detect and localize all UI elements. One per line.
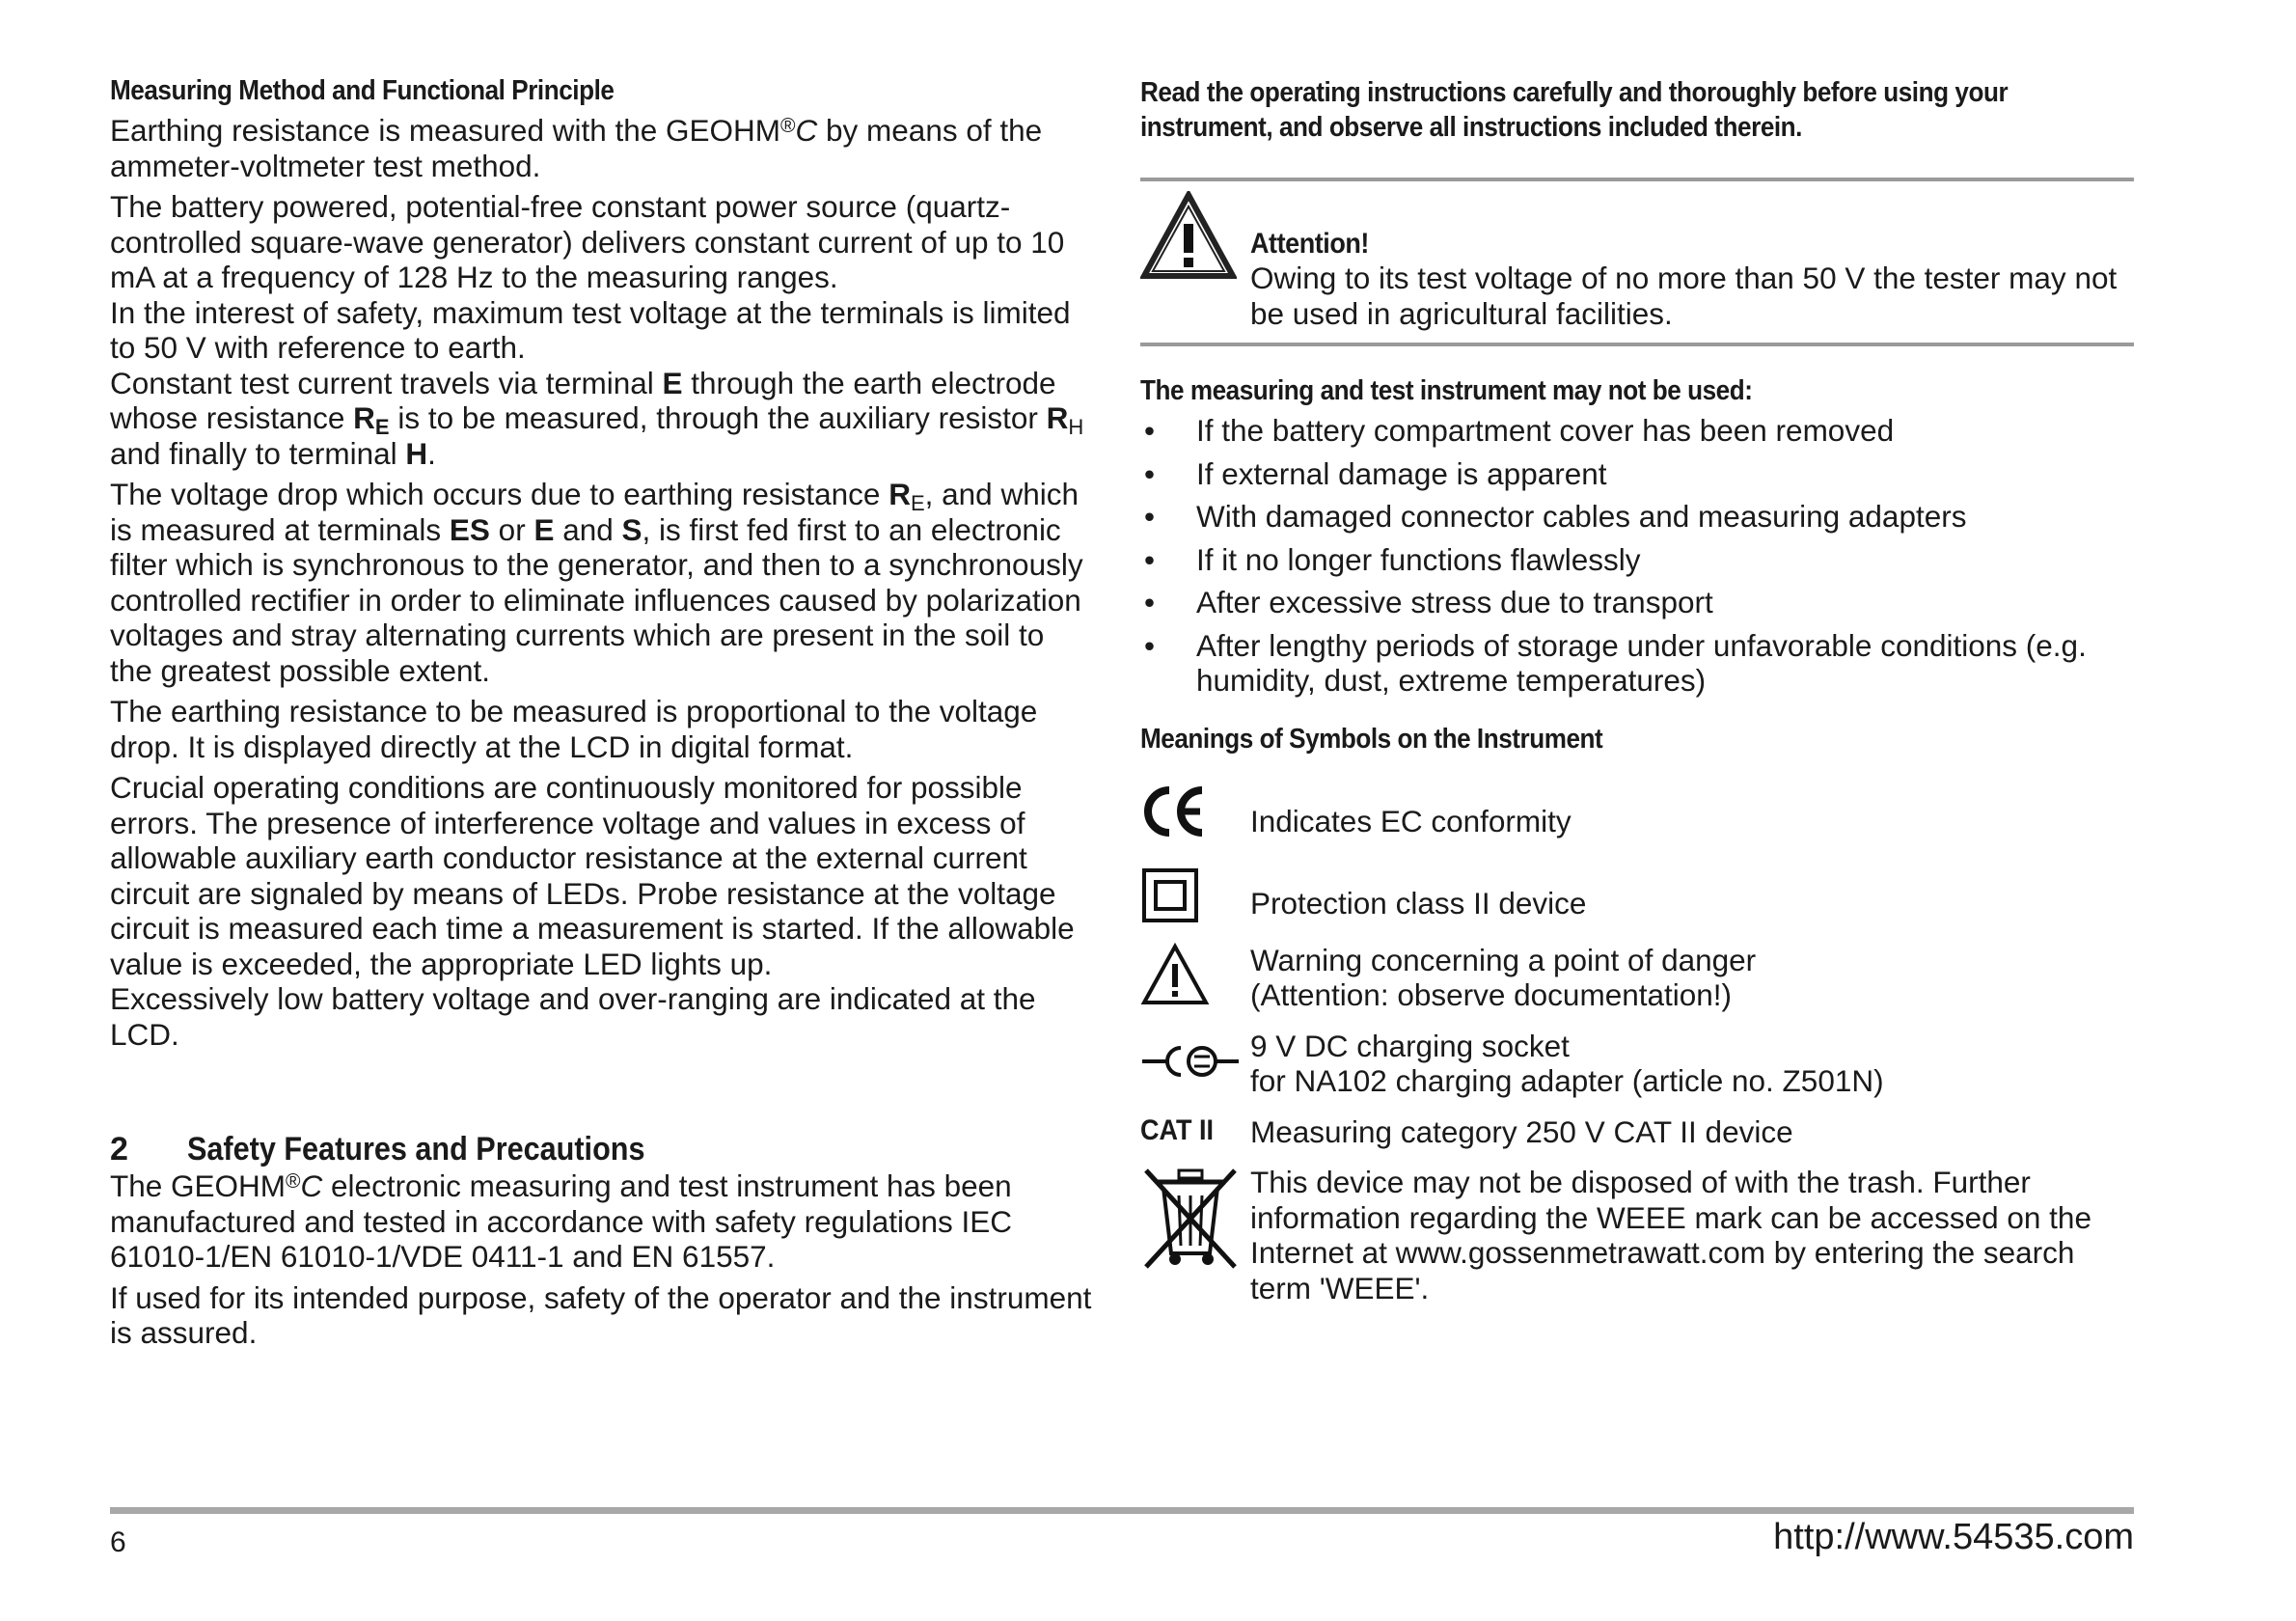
attention-box [1140, 181, 2134, 343]
paragraph-monitoring: Crucial operating conditions are continuously monitored for possible errors. The presence of interference voltage and values in excess of allowable auxiliary earth conductor resistance at the external current circuit are signaled by means of LEDs. Probe resistance at the voltage circuit is measured each time a measurement is started. If the allowable value is exceeded, the appropriate LED lights up. [110, 770, 1075, 981]
list-item: • After excessive stress due to transport [1144, 585, 1713, 619]
paragraph-voltage-drop: The voltage drop which occurs due to earthing resistance $R_E$, and which is measured at terminals ES or E and S, is first fed first to an electronic filter which is synchronous to the generator, and then to a synchronously controlled rectifier in order to eliminate influences caused by polarization voltages and stray alternating currents which are present in the soil to the greatest possible extent. [110, 477, 1083, 688]
symbol-row-cat-ii: CAT II Measuring category 250 V CAT II device [1140, 1113, 1793, 1149]
attention-warning-icon [1140, 191, 1250, 331]
dc-socket-icon [1140, 1029, 1250, 1087]
paragraph-battery: Excessively low battery voltage and over-ranging are indicated at the LCD. [110, 981, 1036, 1052]
paragraph-safety-standards: The GEOHM®C electronic measuring and test instrument has been manufactured and tested in accordance with safety regulations IEC 61010-1/EN 61010-1/VDE 0411-1 and EN 61557. [110, 1168, 1013, 1274]
symbol-row-warning: Warning concerning a point of danger (Attention: observe documentation!) [1140, 943, 2134, 1013]
paragraph-intended-use: If used for its intended purpose, safety of the operator and the instrument is assured. [110, 1279, 1092, 1350]
intro-heading: Read the operating instructions carefully and thoroughly before using your instrument, and observe all instructions included therein. [1140, 77, 2009, 143]
divider [1140, 343, 2134, 346]
list-item: • After lengthy periods of storage under unfavorable conditions (e.g. humidity, dust, extreme temperatures) [1144, 627, 2087, 698]
footer-divider [110, 1507, 2134, 1514]
attention-text: Owing to its test voltage of no more than 50 V the tester may not be used in agricultural facilities. [1250, 261, 2118, 331]
not-used-heading: The measuring and test instrument may not be used: [1140, 375, 1753, 406]
protection-class-ii-icon [1140, 866, 1250, 929]
list-item: • If the battery compartment cover has been removed [1144, 413, 1895, 448]
weee-bin-icon [1140, 1165, 1250, 1278]
left-column [110, 75, 1094, 1351]
list-item: • If it no longer functions flawlessly [1144, 541, 1641, 577]
right-column [1140, 75, 2134, 1305]
footer-url: http://www.54535.com [1773, 1517, 2134, 1557]
warning-triangle-icon [1140, 943, 1250, 1011]
cat-ii-label: CAT II [1140, 1113, 1214, 1146]
paragraph-power-source: The battery powered, potential-free constant power source (quartz-controlled square-wave generator) delivers constant current of up to 10 mA at a frequency of 128 Hz to the measuring ranges. [110, 189, 1065, 294]
paragraph-proportional: The earthing resistance to be measured is proportional to the voltage drop. It is displayed directly at the LCD in digital format. [110, 694, 1038, 764]
section-number: 2 [110, 1131, 128, 1168]
section-heading [110, 1131, 1094, 1168]
list-item: • With damaged connector cables and measuring adapters [1144, 499, 1967, 534]
symbol-row-protection-class: Protection class II device [1140, 866, 2134, 929]
symbols-heading: Meanings of Symbols on the Instrument [1140, 723, 1603, 755]
attention-title: Attention! [1250, 228, 1369, 260]
list-item: • If external damage is apparent [1144, 455, 1607, 491]
paragraph-method: Earthing resistance is measured with the GEOHM®C by means of the ammeter-voltmeter test method. [110, 113, 1043, 183]
paragraph-test-current: Constant test current travels via terminal E through the earth electrode whose resistance $R_E$ is to be measured, through the auxiliary resistor $R_H$ and finally to terminal H. [110, 365, 1084, 471]
symbol-row-ce: Indicates EC conformity [1140, 784, 2134, 843]
page-number: 6 [110, 1526, 126, 1558]
measuring-method-heading: Measuring Method and Functional Principle [110, 75, 615, 106]
ce-mark-icon [1140, 784, 1250, 843]
paragraph-test-voltage: In the interest of safety, maximum test voltage at the terminals is limited to 50 V with reference to earth. [110, 294, 1071, 365]
symbol-row-weee: This device may not be disposed of with the trash. Further information regarding the WEEE mark can be accessed on the Internet at www.gossenmetrawatt.com by entering the search term 'WEEE'. [1140, 1165, 2134, 1305]
not-used-list [1140, 413, 2134, 699]
section-title: Safety Features and Precautions [187, 1131, 645, 1168]
symbol-row-dc-socket: 9 V DC charging socket for NA102 charging adapter (article no. Z501N) [1140, 1029, 2134, 1099]
